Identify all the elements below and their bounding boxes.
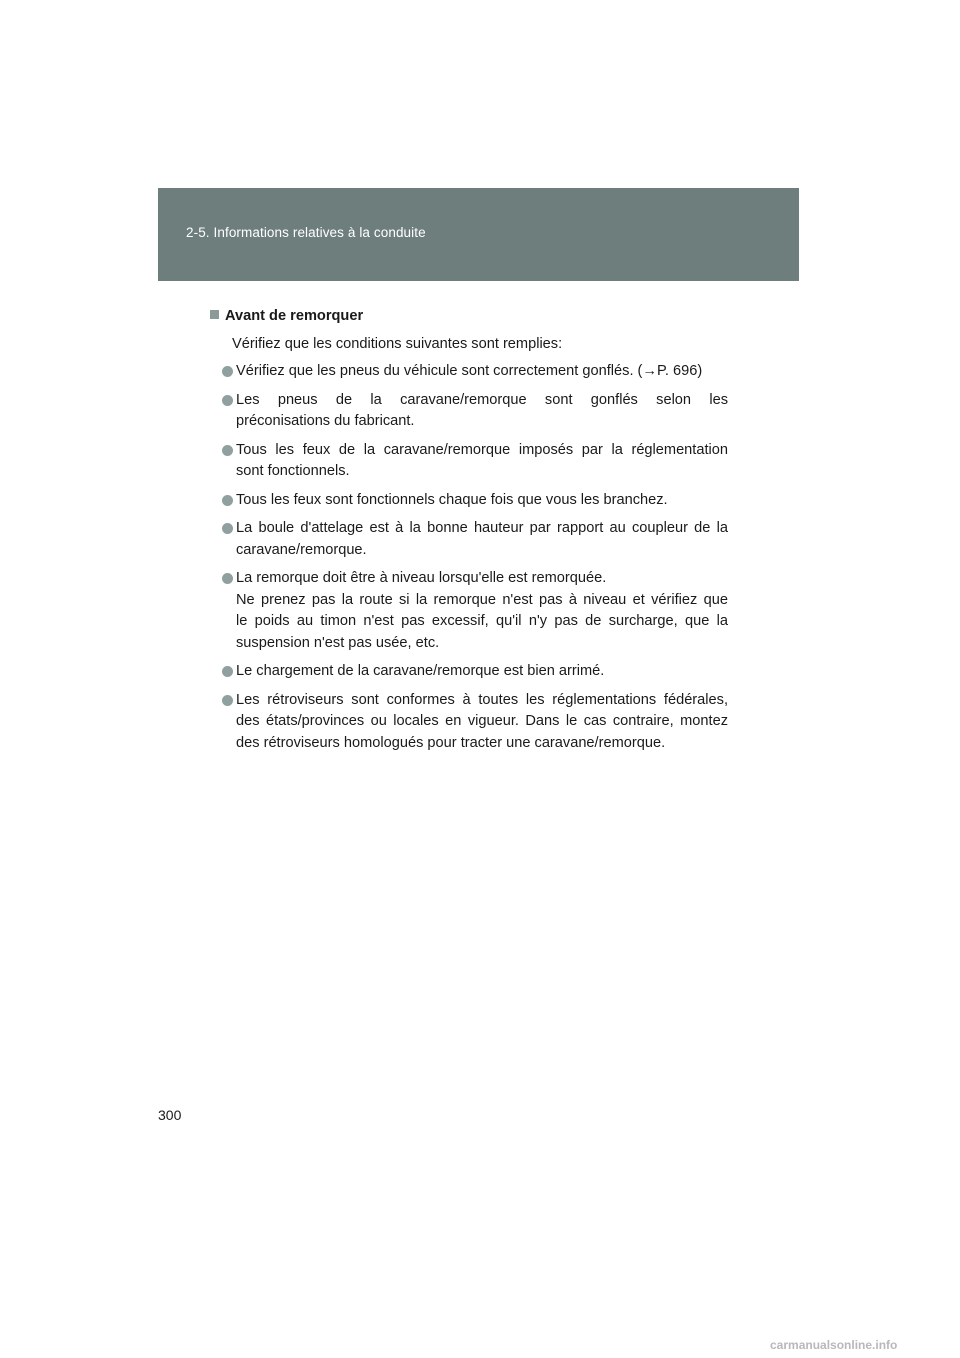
checklist-item [210, 361, 728, 383]
checklist-item [210, 440, 728, 483]
checklist [210, 361, 728, 754]
checklist-item-line: La boule d'attelage est à la bonne hauteur par rapport au coupleur de la [236, 520, 728, 536]
checklist-item-line: La remorque doit être à niveau lorsqu'elle est remorquée. [236, 570, 607, 586]
main-content [210, 306, 728, 761]
circle-bullet-icon [222, 445, 233, 456]
checklist-item-line: suspension n'est pas usée, etc. [236, 634, 440, 651]
checklist-item [210, 390, 728, 433]
square-bullet-icon [210, 310, 219, 319]
circle-bullet-icon [222, 395, 233, 406]
checklist-item-line: le poids au timon n'est pas excessif, qu'il n'y pas de surcharge, que la [236, 613, 728, 629]
checklist-item-line: des états/provinces ou locales en vigueur. Dans le cas contraire, montez [236, 713, 728, 729]
checklist-item-line: préconisations du fabricant. [236, 413, 415, 429]
checklist-item-line: Les pneus de la caravane/remorque sont gonflés selon les [236, 391, 728, 408]
circle-bullet-icon [222, 695, 233, 706]
circle-bullet-icon [222, 495, 233, 506]
watermark: carmanualsonline.info [770, 1338, 898, 1352]
chapter-header [158, 188, 799, 281]
circle-bullet-icon [222, 523, 233, 534]
checklist-item-line: Le chargement de la caravane/remorque est bien arrimé. [236, 663, 605, 679]
checklist-item-line: Vérifiez que les pneus du véhicule sont correctement gonflés. (→P. 696) [236, 363, 703, 379]
circle-bullet-icon [222, 666, 233, 677]
section-heading-text: Avant de remorquer [225, 308, 364, 324]
page-number: 300 [158, 1107, 182, 1123]
checklist-item-line: Ne prenez pas la route si la remorque n'est pas à niveau et vérifiez que [236, 591, 728, 608]
section-heading [210, 306, 728, 328]
checklist-item [210, 490, 728, 512]
checklist-item [210, 661, 728, 683]
checklist-item-line: caravane/remorque. [236, 541, 367, 558]
checklist-item [210, 690, 728, 755]
circle-bullet-icon [222, 573, 233, 584]
checklist-item-line: Tous les feux de la caravane/remorque imposés par la réglementation [236, 441, 728, 458]
checklist-item-line: Les rétroviseurs sont conformes à toutes les réglementations fédérales, [236, 691, 728, 708]
circle-bullet-icon [222, 366, 233, 377]
section-title-header: 2-5. Informations relatives à la conduite [186, 225, 426, 240]
checklist-item-line: Tous les feux sont fonctionnels chaque fois que vous les branchez. [236, 491, 668, 508]
checklist-item-line: sont fonctionnels. [236, 463, 350, 479]
intro-text: Vérifiez que les conditions suivantes sont remplies: [232, 335, 563, 352]
checklist-item [210, 518, 728, 561]
checklist-item-line: des rétroviseurs homologués pour tracter une caravane/remorque. [236, 734, 666, 751]
checklist-item [210, 568, 728, 654]
